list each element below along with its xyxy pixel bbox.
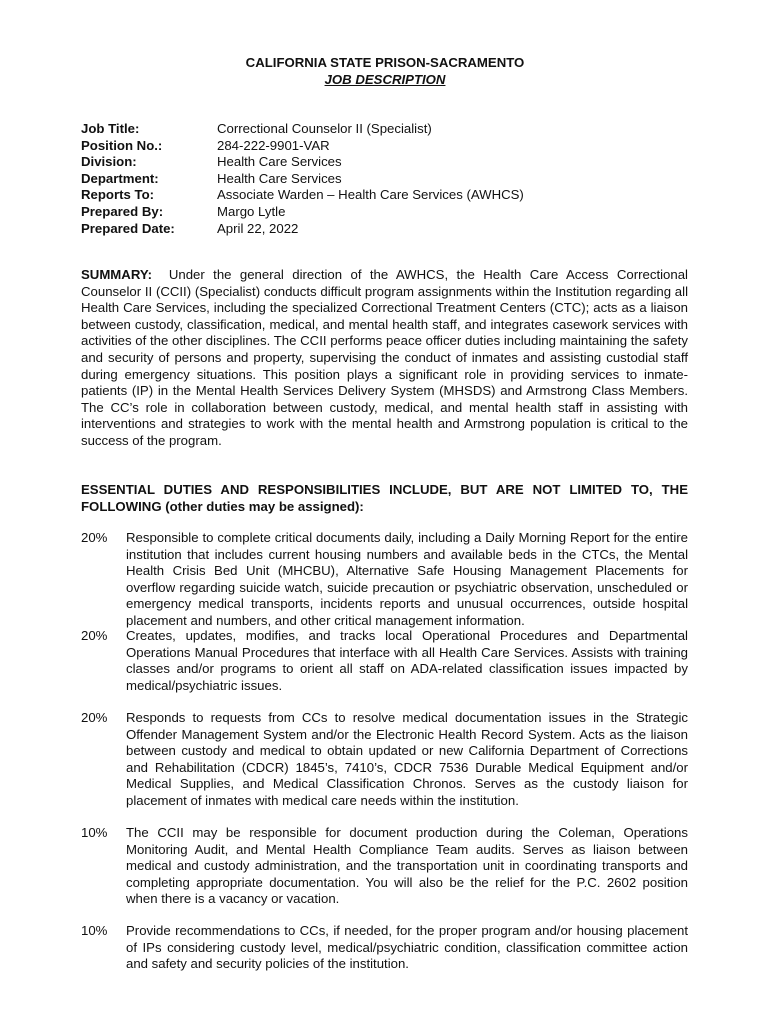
info-value: Margo Lytle [217,203,286,219]
duty-percentage: 10% [81,825,108,840]
document-header [0,55,770,88]
info-label: Job Title: [81,121,140,136]
info-value: April 22, 2022 [217,220,299,236]
info-label: Department: [81,170,159,186]
duty-percentage: 20% [81,628,108,643]
document-subtitle: JOB DESCRIPTION [324,71,446,87]
info-row-department [81,171,681,188]
summary-label: SUMMARY: [81,267,153,282]
info-row-job-title [81,121,681,138]
info-value: 284-222-9901-VAR [217,137,330,153]
duty-text: Responds to requests from CCs to resolve medical documentation issues in the Strategic Offender Management System and/or the Electronic Health Record System. Acts as the liaison between custody and medical to obtain updated or new California Department of Corrections and Rehabilitation (CDCR) 1845’s, 7410’s, CDCR 7536 Durable Medical Equipment and/or Medical Supplies, and Medical Classification Chronos. Serves as the custody liaison for placement of inmates with medical care needs within the institution. [126,710,688,808]
info-row-prepared-date [81,221,681,238]
duty-item [81,710,688,810]
info-value: Correctional Counselor II (Specialist) [217,121,432,136]
job-info-block [81,121,681,237]
info-label: Reports To: [81,187,155,203]
duties-heading: ESSENTIAL DUTIES AND RESPONSIBILITIES INCLUDE, BUT ARE NOT LIMITED TO, THE FOLLOWING (other duties may be assigned): [81,482,688,514]
duty-item [81,825,688,908]
duty-item [81,923,688,973]
info-label: Prepared Date: [81,220,175,236]
info-value: Health Care Services [217,154,342,170]
duty-text: Responsible to complete critical documents daily, including a Daily Morning Report for the entire institution that includes current housing numbers and available beds in the CTCs, the Mental Health Crisis Bed Unit (MHCBU), Alternative Safe Housing Management Placements for overflow regarding suicide watch, suicide precaution or psychiatric observation, unscheduled or emergency medical transports, incidents reports and unusual occurrences, outside hospital placement and numbers, and other critical management information. [126,530,688,628]
duty-text: The CCII may be responsible for document production during the Coleman, Operations Monitoring Audit, and Mental Health Compliance Team audits. Serves as liaison between medical and custody administration, and the transportation unit in coordinating transports and completing appropriate documentation. You will also be the relief for the P.C. 2602 position when there is a vacancy or vacation. [126,825,688,907]
duty-percentage: 10% [81,923,108,938]
summary-text: Under the general direction of the AWHCS, the Health Care Access Correctional Counselor II (CCII) (Specialist) conducts difficult program assignments within the Institution regarding all Health Care Services, including the specialized Correctional Treatment Centers (CTC); acts as a liaison between custody, classification, medical, and mental health staff, and integrates casework services with activities of the other disciplines. The CCII performs peace officer duties including maintaining the safety and security of persons and property, supervising the conduct of inmates and assisting custodial staff during emergency situations. This position plays a significant role in providing services to inmate-patients (IP) in the Mental Health Services Delivery System (MHSDS) and Armstrong Class Members. The CC’s role in collaboration between custody, medical, and mental health staff in assisting with interventions and strategies to work with the mental health and Armstrong population is critical to the success of the program. [81,267,688,448]
duty-percentage: 20% [81,710,108,725]
info-row-reports-to [81,187,681,204]
info-value: Associate Warden – Health Care Services (AWHCS) [217,187,524,203]
duty-item [81,628,688,694]
info-row-division [81,154,681,171]
info-label: Position No.: [81,137,163,153]
duty-item [81,530,688,630]
duty-text: Provide recommendations to CCs, if needed, for the proper program and/or housing placement of IPs considering custody level, medical/psychiatric condition, classification committee action and safety and security policies of the institution. [126,923,688,972]
info-label: Prepared By: [81,203,164,219]
summary-paragraph [81,267,688,450]
info-value: Health Care Services [217,170,342,186]
institution-title: CALIFORNIA STATE PRISON-SACRAMENTO [245,55,525,70]
info-row-prepared-by [81,204,681,221]
info-row-position-no [81,138,681,155]
duty-percentage: 20% [81,530,108,545]
duty-text: Creates, updates, modifies, and tracks local Operational Procedures and Departmental Operations Manual Procedures that interface with all Health Care Services. Assists with training classes and/or programs to orient all staff on ADA-related classification issues impacted by medical/psychiatric issues. [126,628,688,693]
info-label: Division: [81,154,137,170]
